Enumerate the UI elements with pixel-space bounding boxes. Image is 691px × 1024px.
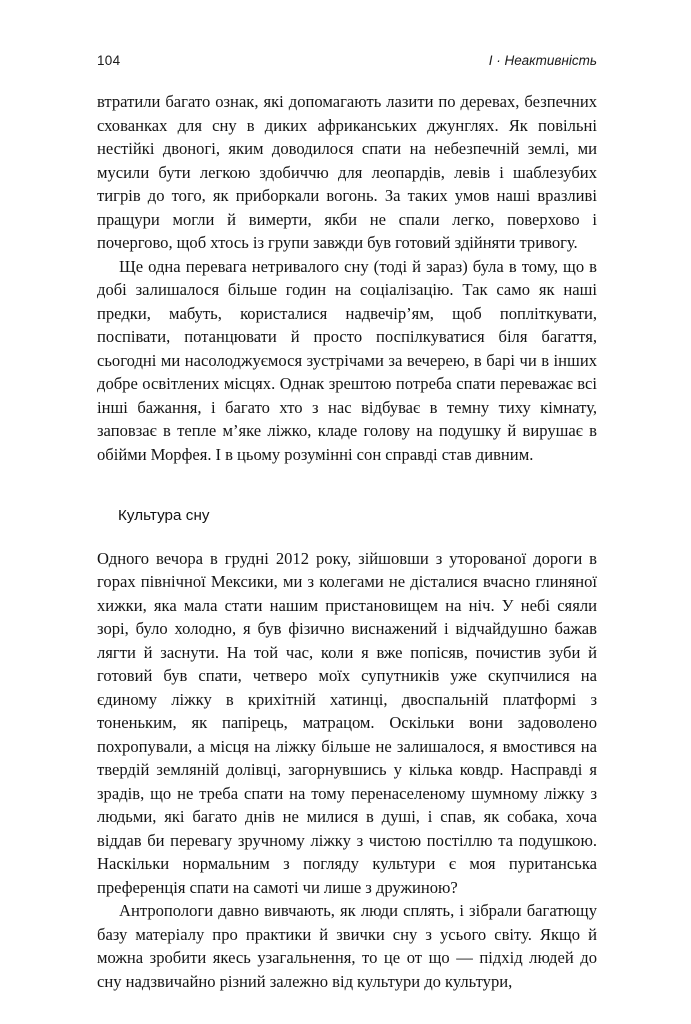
running-head [97,52,597,74]
paragraph: Ще одна перевага нетривалого сну (тоді й зараз) була в тому, що в добі залишалося більше годин на соціалізацію. Так само як наші предки, мабуть, користалися надвечір’ям, щоб попліткувати, поспівати, потанцювати й просто поспілкуватися біля багаття, сьогодні ми насолоджуємося зустрічами за вечерею, в барі чи в інших добре освітлених місцях. Однак зрештою потреба спати переважає всі інші бажання, і багато хто з нас відбуває в темну тиху кімнату, заповзає в тепле м’яке ліжко, кладе голову на подушку й вирушає в обійми Морфея. І в цьому розумінні сон справді став дивним. [97,256,597,464]
paragraph: Одного вечора в грудні 2012 року, зійшовши з уторованої дороги в горах північної Мексики, ми з колегами не дісталися вчасно глиняної хижки, яка мала стати нашим пристановищем на ніч. У небі сяяли зорі, було холодно, я був фізично виснажений і відчайдушно бажав лягти й заснути. На той час, коли я вже попісяв, почистив зуби й готовий був спати, четверо моїх супутників уже скупчилися на єдиному ліжку в крихітній хатинці, двоспальній платформі з тоненьким, як папірець, матрацом. Оскільки вони задоволено похропували, а місця на ліжку більше не залишалося, я вмостився на твердій земляній долівці, загорнувшись у кілька ковдр. Насправді я зрадів, що не треба спати на тому перенаселеному шумному ліжку з людьми, які багато днів не милися в душі, і спав, як собака, хоча віддав би перевагу зручному ліжку з чистою постіллю та подушкою. Наскільки нормальним з погляду культури є моя пуританська преференція спати на самоті чи лише з дружиною? [97,548,597,897]
heading-spacer-below [97,528,597,547]
paragraph: Антропологи давно вивчають, як люди сплять, і зібрали багатющу базу матеріалу про практики й звички сну з усього світу. Якщо й можна зробити якесь узагальнення, то це от що — підхід людей до сну надзвичайно різний залежно від культури до культури, [97,901,597,991]
running-head-title: I · Неактивність [488,53,597,68]
section-heading: Культура сну [118,507,210,524]
paragraph-continued: втратили багато ознак, які допомагають лазити по деревах, безпечних схованках для сну в диких африканських джунглях. Як повільні нестійкі двоногі, яким доводилося спати на небезпечній землі, ми мусили бути легкою здобиччю для леопардів, левів і шаблезубих тигрів до того, як приборкали вогонь. За таких умов наші вразливі пращури могли й вимерти, якби не спали легко, поверхово і почергово, щоб хтось із групи завжди був готовий здійняти тривогу. [97,92,597,252]
text-column [97,90,597,993]
page-number: 104 [97,53,121,68]
heading-spacer-above [97,466,597,504]
